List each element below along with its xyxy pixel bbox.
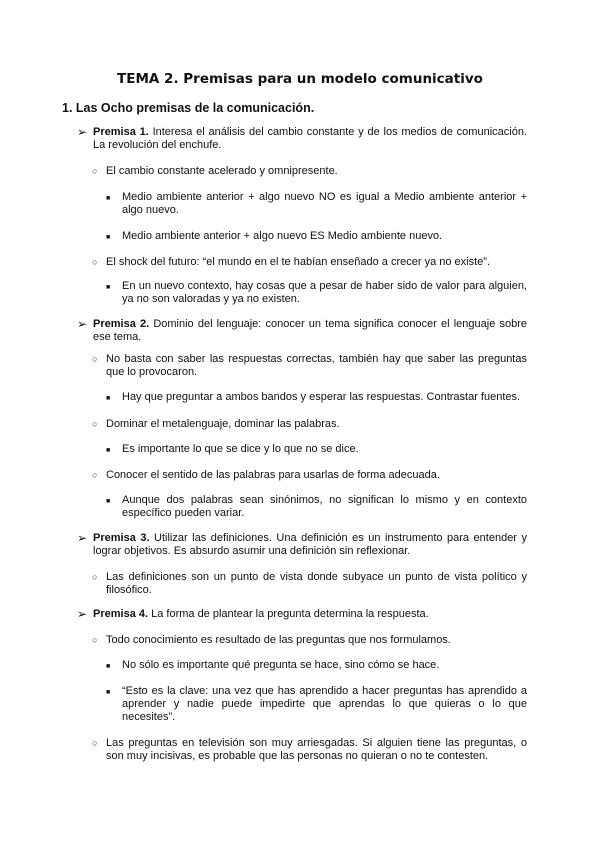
list-item (92, 256, 527, 269)
list-item-text: Hay que preguntar a ambos bandos y esperar las respuestas. Contrastar fuentes. (122, 391, 521, 403)
section-heading: 1. Las Ocho premisas de la comunicación. (62, 101, 315, 115)
premise-4-label: Premisa 4. (93, 608, 149, 620)
circle-bullet-icon: ○ (92, 738, 98, 748)
premise-3 (77, 531, 527, 558)
list-item (106, 659, 527, 672)
premise-4-body: La forma de plantear la pregunta determina la respuesta. (148, 608, 429, 620)
premise-2-body: Dominio del lenguaje: conocer un tema significa conocer el lenguaje sobre ese tema. (93, 318, 527, 343)
circle-bullet-icon: ○ (92, 635, 98, 645)
square-bullet-icon: ■ (106, 195, 111, 202)
square-bullet-icon: ■ (106, 663, 111, 670)
list-item-text: “Esto es la clave: una vez que has aprendido a hacer preguntas has aprendido a aprender y nadie puede impedirte que aprendas lo que quieras o lo que necesites”. (122, 685, 527, 723)
premise-1-label: Premisa 1. (93, 126, 149, 138)
list-item (106, 685, 527, 724)
page-title: TEMA 2. Premisas para un modelo comunicativo (117, 71, 483, 87)
list-item (92, 165, 527, 178)
premise-4 (77, 607, 527, 621)
list-item (92, 469, 527, 482)
list-item-text: El cambio constante acelerado y omnipresente. (106, 165, 338, 177)
list-item (92, 737, 527, 763)
list-item-text: Las definiciones son un punto de vista donde subyace un punto de vista político y filosófico. (106, 571, 527, 596)
arrow-bullet-icon: ➢ (77, 317, 88, 331)
list-item (106, 191, 527, 217)
arrow-bullet-icon: ➢ (77, 125, 88, 139)
square-bullet-icon: ■ (106, 395, 111, 402)
list-item-text: Aunque dos palabras sean sinónimos, no significan lo mismo y en contexto específico pueden variar. (122, 494, 527, 519)
list-item (106, 391, 527, 404)
list-item (106, 443, 527, 456)
list-item-text: No sólo es importante qué pregunta se hace, sino cómo se hace. (122, 659, 440, 671)
list-item-text: Medio ambiente anterior + algo nuevo NO es igual a Medio ambiente anterior + algo nuevo. (122, 191, 527, 216)
list-item-text: Las preguntas en televisión son muy arriesgadas. Si alguien tiene las preguntas, o son muy incisivas, es probable que las personas no quieran o no te contesten. (106, 737, 527, 762)
list-item (92, 571, 527, 597)
premise-3-label: Premisa 3. (93, 532, 150, 544)
list-item-text: Conocer el sentido de las palabras para usarlas de forma adecuada. (106, 469, 440, 481)
list-item (92, 634, 527, 647)
list-item-text: El shock del futuro: “el mundo en el te habían enseñado a crecer ya no existe”. (106, 256, 491, 268)
arrow-bullet-icon: ➢ (77, 607, 88, 621)
square-bullet-icon: ■ (106, 447, 111, 454)
premise-4-text (93, 608, 527, 621)
premise-3-text (93, 532, 527, 558)
premise-1 (77, 125, 527, 152)
circle-bullet-icon: ○ (92, 166, 98, 176)
square-bullet-icon: ■ (106, 498, 111, 505)
premise-3-body: Utilizar las definiciones. Una definición es un instrumento para entender y lograr objetivos. Es absurdo asumir una definición sin reflexionar. (93, 532, 527, 557)
square-bullet-icon: ■ (106, 689, 111, 696)
list-item (106, 230, 527, 243)
circle-bullet-icon: ○ (92, 572, 98, 582)
arrow-bullet-icon: ➢ (77, 531, 88, 545)
circle-bullet-icon: ○ (92, 470, 98, 480)
list-item-text: Es importante lo que se dice y lo que no se dice. (122, 443, 359, 455)
premise-2-label: Premisa 2. (93, 318, 150, 330)
list-item-text: En un nuevo contexto, hay cosas que a pesar de haber sido de valor para alguien, ya no son valoradas y ya no existen. (122, 280, 527, 305)
list-item (106, 280, 527, 306)
premise-1-text (93, 126, 527, 152)
list-item (92, 418, 527, 431)
circle-bullet-icon: ○ (92, 419, 98, 429)
premise-1-body: Interesa el análisis del cambio constante y de los medios de comunicación. La revolución del enchufe. (93, 126, 527, 151)
square-bullet-icon: ■ (106, 284, 111, 291)
list-item (92, 353, 527, 379)
list-item (106, 494, 527, 520)
circle-bullet-icon: ○ (92, 257, 98, 267)
square-bullet-icon: ■ (106, 234, 111, 241)
premise-2 (77, 317, 527, 344)
list-item-text: Medio ambiente anterior + algo nuevo ES Medio ambiente nuevo. (122, 230, 443, 242)
circle-bullet-icon: ○ (92, 354, 98, 364)
list-item-text: Dominar el metalenguaje, dominar las palabras. (106, 418, 340, 430)
premise-2-text (93, 318, 527, 344)
list-item-text: No basta con saber las respuestas correctas, también hay que saber las preguntas que lo provocaron. (106, 353, 527, 378)
list-item-text: Todo conocimiento es resultado de las preguntas que nos formulamos. (106, 634, 451, 646)
